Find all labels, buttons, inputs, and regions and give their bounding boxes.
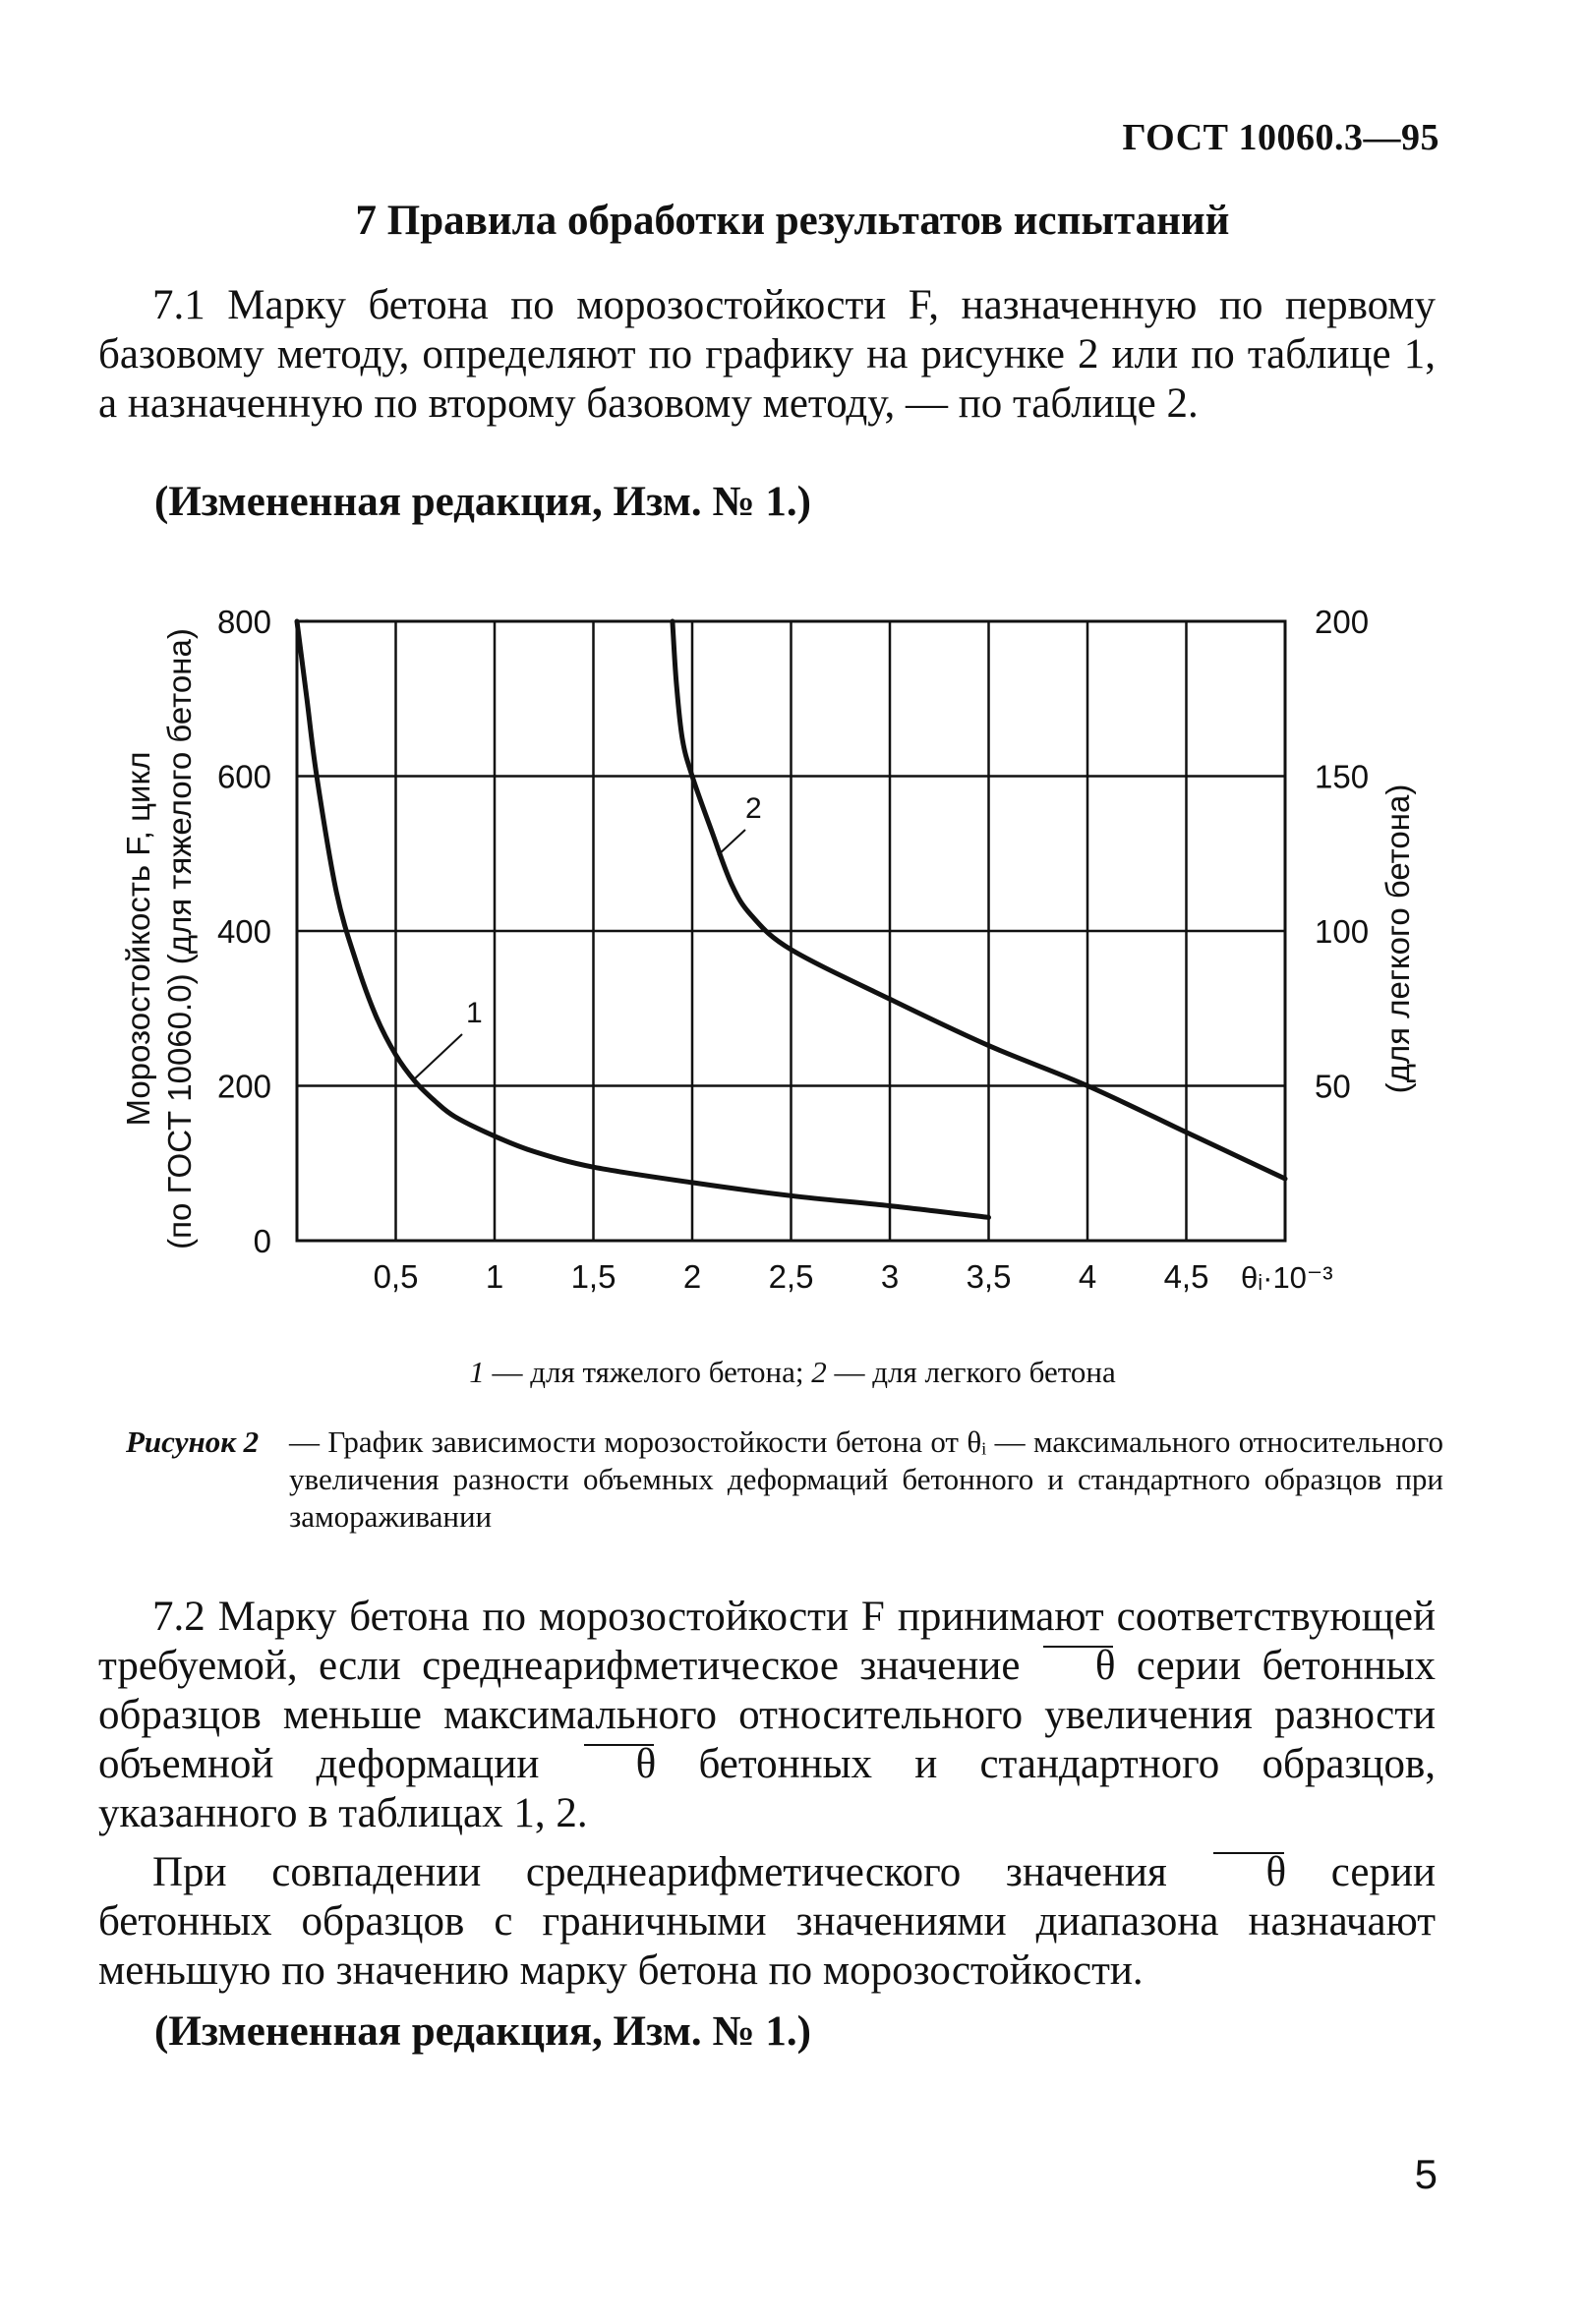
legend-num-1: 1 (469, 1355, 485, 1389)
p72-a: 7.2 Марку бетона по морозостойкости F принимают соответствующей требуемой, если среднеарифметическое значение (98, 1594, 1436, 1689)
series-line-1 (297, 621, 989, 1217)
series-line-2 (673, 621, 1285, 1179)
y-axis-label-right: (для легкого бетона) (1380, 784, 1416, 1094)
figure-caption (126, 1423, 1443, 1536)
document-code: ГОСТ 10060.3—95 (1122, 117, 1439, 158)
x-tick-label: 3,5 (966, 1258, 1012, 1295)
caption-text: — График зависимости морозостойкости бетона от θᵢ — максимального относительного увеличения разности объемных деформаций бетонного и стандартного образцов при замораживании (289, 1424, 1443, 1534)
x-tick-label: 4,5 (1163, 1258, 1209, 1295)
edit-note: (Измененная редакция, Изм. № 1.) (154, 479, 811, 525)
curve-label-1: 1 (466, 997, 483, 1029)
x-tick-label: 0,5 (373, 1258, 419, 1295)
theta-symbol: θ (582, 1740, 657, 1789)
x-tick-label: 4 (1078, 1258, 1097, 1295)
paragraph-7-1: 7.1 Марку бетона по морозостойкости F, назначенную по первому базовому методу, определяют по графику на рисунке 2 или по таблице 1, а назначенную по второму базовому методу, — по таблице 2. (98, 282, 1436, 427)
y-tick-label-right: 200 (1315, 604, 1370, 640)
x-tick-label: 2 (682, 1258, 702, 1295)
x-tick-label: 1,5 (570, 1258, 616, 1295)
y-tick-label-left: 400 (216, 913, 271, 950)
paragraph-7-2 (98, 1593, 1436, 1838)
p72-c: бетонных и стандартного образцов, указанного в таблицах 1, 2. (98, 1741, 1436, 1836)
theta-mean-symbol: θ (1041, 1642, 1116, 1691)
legend-text-2: — для легкого бетона (826, 1355, 1116, 1389)
p3-a: При совпадении среднеарифметического значения (152, 1849, 1212, 1895)
frost-resistance-chart (0, 560, 1585, 1295)
figure-legend (0, 1355, 1585, 1390)
curve-2-leader (718, 830, 745, 855)
x-tick-label: 1 (485, 1258, 504, 1295)
y-tick-label-right: 150 (1315, 758, 1370, 795)
y-tick-label-right: 100 (1315, 913, 1370, 950)
curve-1-leader (414, 1034, 462, 1079)
theta-mean-symbol-2: θ (1211, 1848, 1286, 1897)
paragraph-boundary (98, 1848, 1436, 1996)
y-tick-label-left: 600 (216, 758, 271, 795)
y-tick-label-right: 50 (1315, 1068, 1351, 1105)
curve-label-2: 2 (745, 792, 762, 825)
edit-note-2: (Измененная редакция, Изм. № 1.) (154, 2008, 811, 2055)
legend-num-2: 2 (811, 1355, 827, 1389)
y-axis-label-left-2: (по ГОСТ 10060.0) (для тяжелого бетона) (161, 628, 198, 1249)
p72-b: серии бетонных образцов меньше максимального относительного увеличения разности объемной деформации (98, 1643, 1436, 1787)
y-tick-label-left: 0 (253, 1223, 271, 1259)
y-tick-label-left: 800 (216, 604, 271, 640)
y-tick-label-left: 200 (216, 1068, 271, 1105)
x-tick-label: 3 (880, 1258, 900, 1295)
p3-b: серии бетонных образцов с граничными значениями диапазона назначают меньшую по значению марку бетона по морозостойкости. (98, 1849, 1436, 1994)
caption-label: Рисунок 2 (126, 1424, 260, 1459)
x-axis-label: θᵢ·10⁻³ (1241, 1260, 1333, 1295)
y-axis-label-left-1: Морозостойкость F, цикл (120, 751, 156, 1127)
chart-grid (297, 621, 1285, 1241)
x-tick-label: 2,5 (768, 1258, 814, 1295)
page-number: 5 (1414, 2151, 1438, 2197)
section-title: 7 Правила обработки результатов испытаний (355, 198, 1230, 244)
legend-text-1: — для тяжелого бетона; (484, 1355, 812, 1389)
